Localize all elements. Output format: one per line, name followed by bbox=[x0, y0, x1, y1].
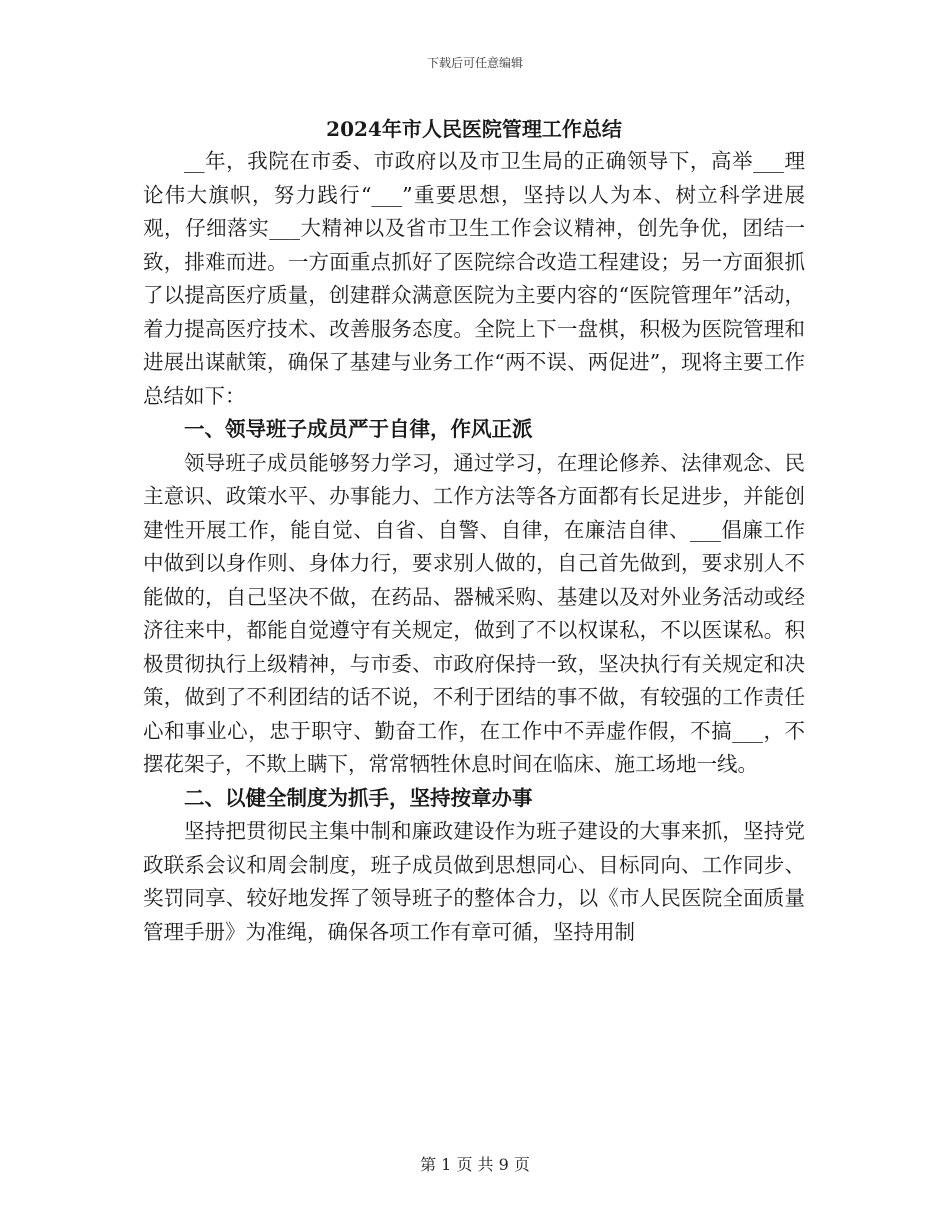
section-2-heading: 二、以健全制度为抓手，坚持按章办事 bbox=[184, 785, 533, 810]
section-1-heading: 一、领导班子成员严于自律，作风正派 bbox=[184, 417, 533, 441]
section-1-paragraph: 领导班子成员能够努力学习，通过学习，在理论修养、法律观念、民主意识、政策水平、办事能力、工作方法等各方面都有长足进步，并能创建性开展工作，能自觉、自省、自警、自律，在廉洁自律、___倡廉工作中做到以身作则、身体力行，要求别人做的，自己首先做到，要求别人不能做的，自己坚决不做，在药品、器械采购、基建以及对外业务活动或经济往来中，都能自觉遵守有关规定，做到了不以权谋私，不以医谋私。积极贯彻执行上级精神，与市委、市政府保持一致，坚决执行有关规定和决策，做到了不利团结的话不说，不利于团结的事不做，有较强的工作责任心和事业心，忠于职守、勤奋工作，在工作中不弄虚作假，不搞___，不摆花架子，不欺上瞒下，常常牺牲休息时间在临床、施工场地一线。 bbox=[143, 450, 805, 776]
page-number: 第 1 页 共 9 页 bbox=[420, 1155, 530, 1174]
intro-paragraph: __年，我院在市委、市政府以及市卫生局的正确领导下，高举___理论伟大旗帜，努力践行“___”重要思想，坚持以人为本、树立科学进展观，仔细落实___大精神以及省市卫生工作会议精神，创先争优，团结一致，排难而进。一方面重点抓好了医院综合改造工程建设；另一方面狠抓了以提高医疗质量，创建群众满意医院为主要内容的“医院管理年”活动，着力提高医疗技术、改善服务态度。全院上下一盘棋，积极为医院管理和进展出谋献策，确保了基建与业务工作“两不误、两促进”，现将主要工作总结如下： bbox=[143, 149, 805, 408]
section-2-paragraph: 坚持把贯彻民主集中制和廉政建设作为班子建设的大事来抓，坚持党政联系会议和周会制度，班子成员做到思想同心、目标同向、工作同步、奖罚同享、较好地发挥了领导班子的整体合力，以《市人民医院全面质量管理手册》为准绳，确保各项工作有章可循，坚持用制 bbox=[143, 819, 805, 944]
document-title: 2024年市人民医院管理工作总结 bbox=[326, 117, 622, 141]
header-note: 下载后可任意编辑 bbox=[426, 56, 523, 70]
document-body bbox=[143, 113, 805, 949]
